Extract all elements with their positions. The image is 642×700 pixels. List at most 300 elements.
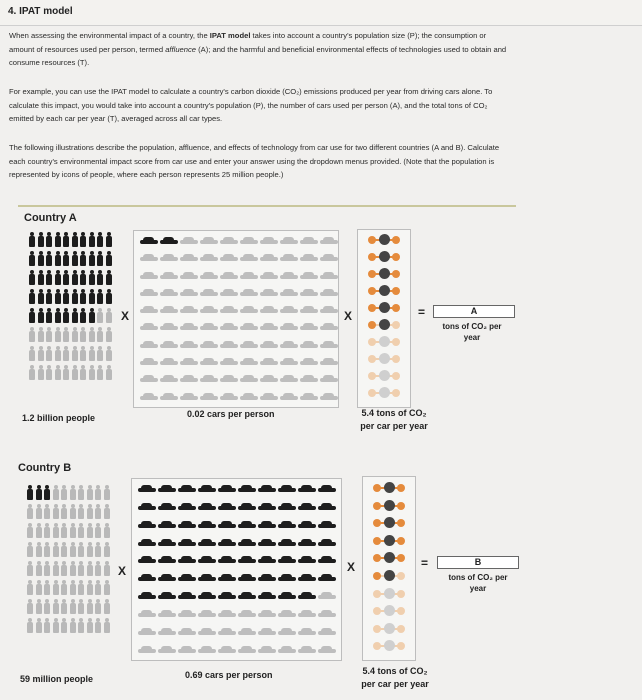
car-icon — [158, 574, 176, 582]
person-icon — [60, 523, 68, 538]
car-icon — [160, 393, 178, 401]
car-icon — [298, 521, 316, 529]
person-icon — [60, 599, 68, 614]
car-icon — [240, 358, 258, 366]
car-icon — [178, 646, 196, 654]
car-icon — [200, 375, 218, 383]
car-icon — [160, 254, 178, 262]
person-icon — [52, 523, 60, 538]
car-icon — [160, 306, 178, 314]
co2-molecule-icon — [372, 517, 406, 530]
person-icon — [45, 232, 53, 247]
car-icon — [300, 289, 318, 297]
person-icon — [103, 542, 111, 557]
car-icon — [238, 556, 256, 564]
intro-text: consume resources (T). — [9, 58, 90, 68]
person-icon — [28, 327, 36, 342]
car-icon — [260, 237, 278, 245]
person-icon — [43, 523, 51, 538]
person-icon — [94, 504, 102, 519]
country-a-co2-panel — [357, 229, 411, 408]
car-icon — [318, 646, 336, 654]
person-icon — [43, 599, 51, 614]
car-icon — [220, 323, 238, 331]
car-icon — [220, 237, 238, 245]
intro-text: (A); and the harmful and beneficial environmental effects of technologies used to obtain and — [196, 44, 507, 54]
car-icon — [238, 521, 256, 529]
person-icon — [86, 599, 94, 614]
person-icon — [79, 308, 87, 323]
co2-label-text: per car per year — [360, 421, 428, 431]
person-icon — [69, 561, 77, 576]
co2-molecule-icon — [367, 234, 401, 247]
person-icon — [79, 346, 87, 361]
car-icon — [320, 272, 338, 280]
car-icon — [240, 272, 258, 280]
person-icon — [94, 599, 102, 614]
car-icon — [258, 646, 276, 654]
person-icon — [69, 618, 77, 633]
times-operator: X — [118, 564, 127, 578]
car-icon — [318, 556, 336, 564]
co2-molecule-icon — [367, 302, 401, 315]
car-icon — [160, 237, 178, 245]
person-icon — [71, 346, 79, 361]
person-icon — [96, 365, 104, 380]
person-icon — [88, 308, 96, 323]
person-icon — [105, 365, 113, 380]
country-b-answer-unit — [428, 572, 528, 594]
person-icon — [60, 580, 68, 595]
question-heading — [0, 0, 642, 26]
country-a-population-icons — [28, 232, 113, 380]
person-icon — [28, 232, 36, 247]
car-icon — [200, 237, 218, 245]
car-icon — [180, 272, 198, 280]
car-icon — [258, 628, 276, 636]
answer-unit-text: year — [469, 584, 487, 593]
car-icon — [258, 574, 276, 582]
car-icon — [238, 610, 256, 618]
car-icon — [140, 237, 158, 245]
car-icon — [178, 539, 196, 547]
co2-molecule-icon — [372, 588, 406, 601]
person-icon — [37, 365, 45, 380]
car-icon — [200, 341, 218, 349]
country-b-cars-panel — [131, 478, 342, 661]
car-icon — [260, 358, 278, 366]
person-icon — [96, 270, 104, 285]
person-icon — [62, 270, 70, 285]
person-icon — [79, 232, 87, 247]
car-icon — [280, 393, 298, 401]
car-icon — [140, 341, 158, 349]
car-icon — [278, 539, 296, 547]
car-icon — [300, 358, 318, 366]
car-icon — [158, 628, 176, 636]
car-icon — [138, 592, 156, 600]
person-icon — [26, 542, 34, 557]
car-icon — [280, 272, 298, 280]
car-icon — [298, 503, 316, 511]
person-icon — [45, 327, 53, 342]
car-icon — [320, 237, 338, 245]
car-icon — [180, 237, 198, 245]
car-icon — [158, 521, 176, 529]
car-icon — [180, 375, 198, 383]
person-icon — [62, 308, 70, 323]
car-icon — [320, 289, 338, 297]
car-icon — [298, 539, 316, 547]
car-icon — [198, 574, 216, 582]
person-icon — [54, 308, 62, 323]
person-icon — [28, 289, 36, 304]
instructions-paragraph — [9, 141, 634, 182]
car-icon — [300, 306, 318, 314]
intro-paragraph — [9, 29, 634, 70]
car-icon — [240, 254, 258, 262]
person-icon — [54, 251, 62, 266]
car-icon — [138, 485, 156, 493]
person-icon — [43, 580, 51, 595]
car-icon — [280, 306, 298, 314]
person-icon — [77, 618, 85, 633]
ipat-model-term: IPAT model — [209, 31, 251, 40]
person-icon — [103, 504, 111, 519]
person-icon — [86, 618, 94, 633]
car-icon — [240, 393, 258, 401]
person-icon — [35, 485, 43, 500]
co2-molecule-icon — [367, 251, 401, 264]
car-icon — [220, 358, 238, 366]
car-icon — [218, 628, 236, 636]
car-icon — [198, 503, 216, 511]
person-icon — [88, 251, 96, 266]
car-icon — [300, 393, 318, 401]
car-icon — [218, 539, 236, 547]
intro-text: takes into account a country's population size (P); the consumption or — [250, 31, 487, 40]
country-a-co2-label — [349, 407, 439, 433]
country-a-cars-panel — [133, 230, 339, 408]
person-icon — [77, 523, 85, 538]
car-icon — [140, 289, 158, 297]
car-icon — [178, 592, 196, 600]
person-icon — [28, 365, 36, 380]
co2-molecule-icon — [367, 285, 401, 298]
car-icon — [298, 592, 316, 600]
instructions-text: each country's environmental impact score from car use and enter your answer using the dropdown menus provided. (Note that the population is — [9, 156, 495, 166]
person-icon — [71, 365, 79, 380]
car-icon — [158, 503, 176, 511]
car-icon — [300, 323, 318, 331]
country-a-answer-unit — [422, 321, 522, 343]
person-icon — [43, 561, 51, 576]
person-icon — [45, 251, 53, 266]
car-icon — [318, 503, 336, 511]
country-b-co2-label — [350, 665, 440, 691]
car-icon — [200, 393, 218, 401]
person-icon — [88, 289, 96, 304]
example-text: For example, you can use the IPAT model to calculate a country's carbon dioxide (CO₂) emissions produced per year from driving cars alone. To — [9, 87, 493, 96]
car-icon — [158, 485, 176, 493]
person-icon — [69, 599, 77, 614]
country-a-title: Country A — [24, 212, 77, 224]
car-icon — [178, 574, 196, 582]
co2-molecule-icon — [372, 570, 406, 583]
person-icon — [103, 523, 111, 538]
person-icon — [52, 599, 60, 614]
person-icon — [28, 308, 36, 323]
car-icon — [240, 289, 258, 297]
person-icon — [88, 346, 96, 361]
car-icon — [278, 503, 296, 511]
person-icon — [54, 289, 62, 304]
person-icon — [60, 504, 68, 519]
car-icon — [138, 574, 156, 582]
car-icon — [180, 358, 198, 366]
car-icon — [278, 574, 296, 582]
car-icon — [280, 254, 298, 262]
car-icon — [220, 272, 238, 280]
person-icon — [54, 346, 62, 361]
person-icon — [71, 289, 79, 304]
person-icon — [26, 561, 34, 576]
equals-operator: = — [421, 556, 429, 570]
co2-molecule-icon — [372, 552, 406, 565]
person-icon — [77, 580, 85, 595]
car-icon — [138, 556, 156, 564]
car-icon — [280, 375, 298, 383]
car-icon — [240, 323, 258, 331]
car-icon — [200, 254, 218, 262]
car-icon — [278, 610, 296, 618]
car-icon — [280, 323, 298, 331]
car-icon — [178, 628, 196, 636]
times-operator: X — [347, 560, 356, 574]
car-icon — [178, 521, 196, 529]
person-icon — [96, 327, 104, 342]
car-icon — [238, 592, 256, 600]
instructions-text: represented by icons of people, where each person represents 25 million people.) — [9, 170, 284, 180]
car-icon — [298, 646, 316, 654]
times-operator: X — [344, 309, 353, 323]
person-icon — [88, 365, 96, 380]
car-icon — [140, 306, 158, 314]
person-icon — [94, 523, 102, 538]
person-icon — [62, 327, 70, 342]
person-icon — [86, 485, 94, 500]
person-icon — [96, 308, 104, 323]
car-icon — [218, 646, 236, 654]
person-icon — [37, 251, 45, 266]
person-icon — [105, 308, 113, 323]
car-icon — [260, 254, 278, 262]
person-icon — [96, 232, 104, 247]
car-icon — [158, 646, 176, 654]
country-a-answer-dropdown[interactable]: A — [433, 305, 515, 318]
question-title: 4. IPAT model — [8, 6, 73, 17]
car-icon — [160, 358, 178, 366]
person-icon — [52, 580, 60, 595]
person-icon — [94, 580, 102, 595]
car-icon — [320, 306, 338, 314]
person-icon — [26, 523, 34, 538]
car-icon — [298, 485, 316, 493]
person-icon — [105, 270, 113, 285]
person-icon — [60, 542, 68, 557]
car-icon — [278, 521, 296, 529]
car-icon — [278, 556, 296, 564]
car-icon — [280, 237, 298, 245]
car-icon — [160, 341, 178, 349]
person-icon — [43, 485, 51, 500]
car-icon — [198, 556, 216, 564]
car-icon — [200, 323, 218, 331]
section-divider — [18, 205, 516, 207]
person-icon — [96, 289, 104, 304]
car-icon — [160, 272, 178, 280]
person-icon — [71, 308, 79, 323]
car-icon — [258, 556, 276, 564]
car-icon — [200, 306, 218, 314]
car-icon — [140, 393, 158, 401]
car-icon — [280, 341, 298, 349]
person-icon — [86, 561, 94, 576]
car-icon — [260, 323, 278, 331]
person-icon — [35, 523, 43, 538]
country-b-co2-panel — [362, 476, 416, 661]
car-icon — [260, 306, 278, 314]
person-icon — [43, 618, 51, 633]
person-icon — [26, 580, 34, 595]
car-icon — [280, 358, 298, 366]
car-icon — [260, 289, 278, 297]
country-a-population-label: 1.2 billion people — [22, 413, 96, 423]
car-icon — [300, 254, 318, 262]
car-icon — [220, 375, 238, 383]
person-icon — [45, 308, 53, 323]
person-icon — [103, 599, 111, 614]
person-icon — [79, 251, 87, 266]
person-icon — [105, 232, 113, 247]
person-icon — [54, 365, 62, 380]
car-icon — [238, 628, 256, 636]
car-icon — [138, 539, 156, 547]
person-icon — [52, 561, 60, 576]
car-icon — [318, 628, 336, 636]
person-icon — [62, 232, 70, 247]
car-icon — [260, 393, 278, 401]
person-icon — [35, 542, 43, 557]
car-icon — [258, 521, 276, 529]
car-icon — [238, 485, 256, 493]
person-icon — [52, 618, 60, 633]
times-operator: X — [121, 309, 130, 323]
person-icon — [86, 523, 94, 538]
car-icon — [140, 375, 158, 383]
car-icon — [158, 592, 176, 600]
person-icon — [54, 327, 62, 342]
car-icon — [218, 592, 236, 600]
car-icon — [200, 358, 218, 366]
car-icon — [218, 556, 236, 564]
person-icon — [60, 485, 68, 500]
car-icon — [220, 254, 238, 262]
person-icon — [60, 618, 68, 633]
person-icon — [43, 504, 51, 519]
person-icon — [105, 251, 113, 266]
person-icon — [79, 270, 87, 285]
person-icon — [71, 270, 79, 285]
person-icon — [77, 504, 85, 519]
car-icon — [320, 341, 338, 349]
car-icon — [220, 341, 238, 349]
person-icon — [54, 270, 62, 285]
country-b-answer-dropdown[interactable]: B — [437, 556, 519, 569]
person-icon — [54, 232, 62, 247]
car-icon — [220, 289, 238, 297]
person-icon — [37, 327, 45, 342]
person-icon — [37, 270, 45, 285]
affluence-term: affluence — [165, 44, 197, 54]
person-icon — [79, 327, 87, 342]
person-icon — [88, 270, 96, 285]
car-icon — [200, 272, 218, 280]
car-icon — [140, 254, 158, 262]
person-icon — [103, 485, 111, 500]
country-b-cars-label: 0.69 cars per person — [185, 670, 273, 680]
person-icon — [105, 327, 113, 342]
person-icon — [86, 580, 94, 595]
person-icon — [43, 542, 51, 557]
car-icon — [140, 358, 158, 366]
person-icon — [60, 561, 68, 576]
person-icon — [37, 232, 45, 247]
car-icon — [180, 341, 198, 349]
car-icon — [218, 610, 236, 618]
car-icon — [280, 289, 298, 297]
car-icon — [318, 521, 336, 529]
car-icon — [318, 485, 336, 493]
person-icon — [71, 232, 79, 247]
example-text: emitted by each car per year (T), averaged across all car types. — [9, 114, 223, 124]
person-icon — [45, 346, 53, 361]
person-icon — [86, 542, 94, 557]
answer-unit-text: tons of CO₂ per — [448, 573, 508, 582]
person-icon — [77, 542, 85, 557]
car-icon — [160, 323, 178, 331]
car-icon — [198, 610, 216, 618]
car-icon — [138, 503, 156, 511]
person-icon — [105, 346, 113, 361]
person-icon — [88, 232, 96, 247]
person-icon — [88, 327, 96, 342]
car-icon — [320, 375, 338, 383]
person-icon — [96, 346, 104, 361]
car-icon — [140, 323, 158, 331]
co2-molecule-icon — [372, 640, 406, 653]
person-icon — [28, 270, 36, 285]
person-icon — [71, 251, 79, 266]
car-icon — [218, 485, 236, 493]
country-b-title: Country B — [18, 462, 72, 474]
person-icon — [26, 485, 34, 500]
person-icon — [62, 346, 70, 361]
person-icon — [77, 485, 85, 500]
person-icon — [96, 251, 104, 266]
intro-text: When assessing the environmental impact of a country, the — [9, 31, 210, 40]
car-icon — [318, 610, 336, 618]
